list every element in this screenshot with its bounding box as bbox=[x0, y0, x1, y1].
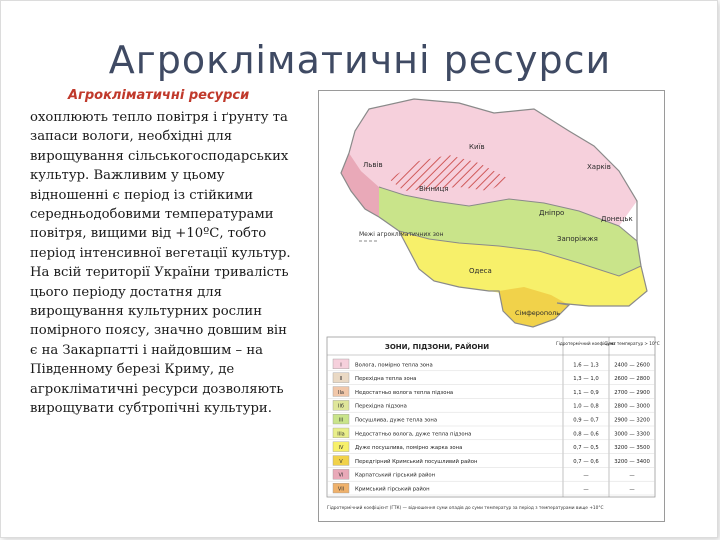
row-coef: 1,3 — 1,0 bbox=[573, 376, 599, 383]
row-code: III bbox=[338, 417, 344, 424]
row-coef: 0,9 — 0,7 bbox=[573, 417, 599, 424]
row-coef: — bbox=[583, 486, 589, 493]
row-temp: 2800 — 3000 bbox=[614, 403, 650, 410]
table-col-coef: Гідротермічний коефіцієнт bbox=[556, 341, 616, 346]
row-temp: — bbox=[629, 486, 635, 493]
ukraine-map bbox=[341, 99, 647, 327]
city-label: Сімферополь bbox=[515, 309, 561, 317]
row-code: IIб bbox=[337, 403, 345, 410]
city-label: Донецьк bbox=[601, 215, 633, 223]
row-name: Посушлива, дуже тепла зона bbox=[355, 417, 438, 424]
row-code: VI bbox=[338, 472, 344, 479]
city-label: Дніпро bbox=[539, 209, 565, 217]
map-panel bbox=[318, 90, 665, 522]
row-name: Передгірний Кримський посушливий район bbox=[355, 458, 478, 465]
row-name: Перехідна тепла зона bbox=[355, 376, 417, 383]
lead-term: Агрокліматичні ресурси bbox=[68, 88, 250, 103]
map-figure bbox=[319, 91, 664, 521]
row-code: IIа bbox=[337, 389, 345, 396]
row-temp: 2700 — 2900 bbox=[614, 389, 650, 396]
body-text: охоплюють тепло повітря і ґрунту та запаси вологи, необхідні для вирощування сільськогосподарських культур. Важливим у цьому відношенні є період із стійкими середньодобовими температурами повітря, вищими від +10ºС, тобто період інтенсивної вегетації культур. На всій території України тривалість цього періоду достатня для вирощування культурних рослин помірного поясу, значно довшим він є на Закарпатті і найдовшим – на Південному березі Криму, де агрокліматичні ресурси дозволяють вирощувати субтропічні культури. bbox=[30, 110, 291, 417]
city-label: Харків bbox=[587, 163, 611, 171]
city-label: Львів bbox=[363, 161, 383, 169]
row-name: Перехідна підзона bbox=[355, 403, 407, 410]
row-code: VII bbox=[337, 486, 345, 493]
row-coef: 1,1 — 0,9 bbox=[573, 389, 599, 396]
city-label: Вінниця bbox=[419, 185, 449, 193]
table-title: ЗОНИ, ПІДЗОНИ, РАЙОНИ bbox=[384, 343, 490, 351]
row-temp: 2900 — 3200 bbox=[614, 417, 650, 424]
legend-table bbox=[327, 337, 660, 497]
row-temp: — bbox=[629, 472, 635, 479]
table-col-temp: Сума температур > 10°С bbox=[604, 341, 660, 346]
slide-title: Агрокліматичні ресурси bbox=[108, 38, 612, 82]
row-temp: 2600 — 2800 bbox=[614, 376, 650, 383]
city-label: Запоріжжя bbox=[557, 235, 598, 243]
row-coef: — bbox=[583, 472, 589, 479]
row-temp: 3200 — 3500 bbox=[614, 445, 650, 452]
row-name: Волога, помірно тепла зона bbox=[355, 362, 433, 369]
row-temp: 2400 — 2600 bbox=[614, 362, 650, 369]
row-coef: 1,0 — 0,8 bbox=[573, 403, 599, 410]
table-footnote: Гідротермічний коефіцієнт (ГТК) — відношення суми опадів до суми температур за період з температурами вище +10°С bbox=[327, 506, 604, 511]
row-code: II bbox=[339, 376, 343, 383]
row-name: Кримський гірський район bbox=[355, 486, 430, 493]
row-code: IIIа bbox=[337, 431, 345, 438]
city-label: Одеса bbox=[469, 267, 492, 275]
row-name: Карпатський гірський район bbox=[355, 472, 436, 479]
row-coef: 0,7 — 0,6 bbox=[573, 458, 599, 465]
row-coef: 0,8 — 0,6 bbox=[573, 431, 599, 438]
row-code: V bbox=[339, 458, 343, 465]
row-name: Дуже посушлива, помірно жарка зона bbox=[355, 445, 463, 452]
row-coef: 0,7 — 0,5 bbox=[573, 445, 599, 452]
row-code: IV bbox=[338, 445, 344, 452]
row-name: Недостатньо волога тепла підзона bbox=[355, 389, 454, 396]
legend-note: Межі агрокліматичних зон bbox=[359, 231, 444, 238]
row-temp: 3200 — 3400 bbox=[614, 458, 650, 465]
row-name: Недостатньо волога, дуже тепла підзона bbox=[355, 431, 472, 438]
row-temp: 3000 — 3300 bbox=[614, 431, 650, 438]
city-label: Київ bbox=[469, 143, 485, 151]
row-coef: 1,6 — 1,3 bbox=[573, 362, 599, 369]
row-code: I bbox=[340, 362, 342, 369]
